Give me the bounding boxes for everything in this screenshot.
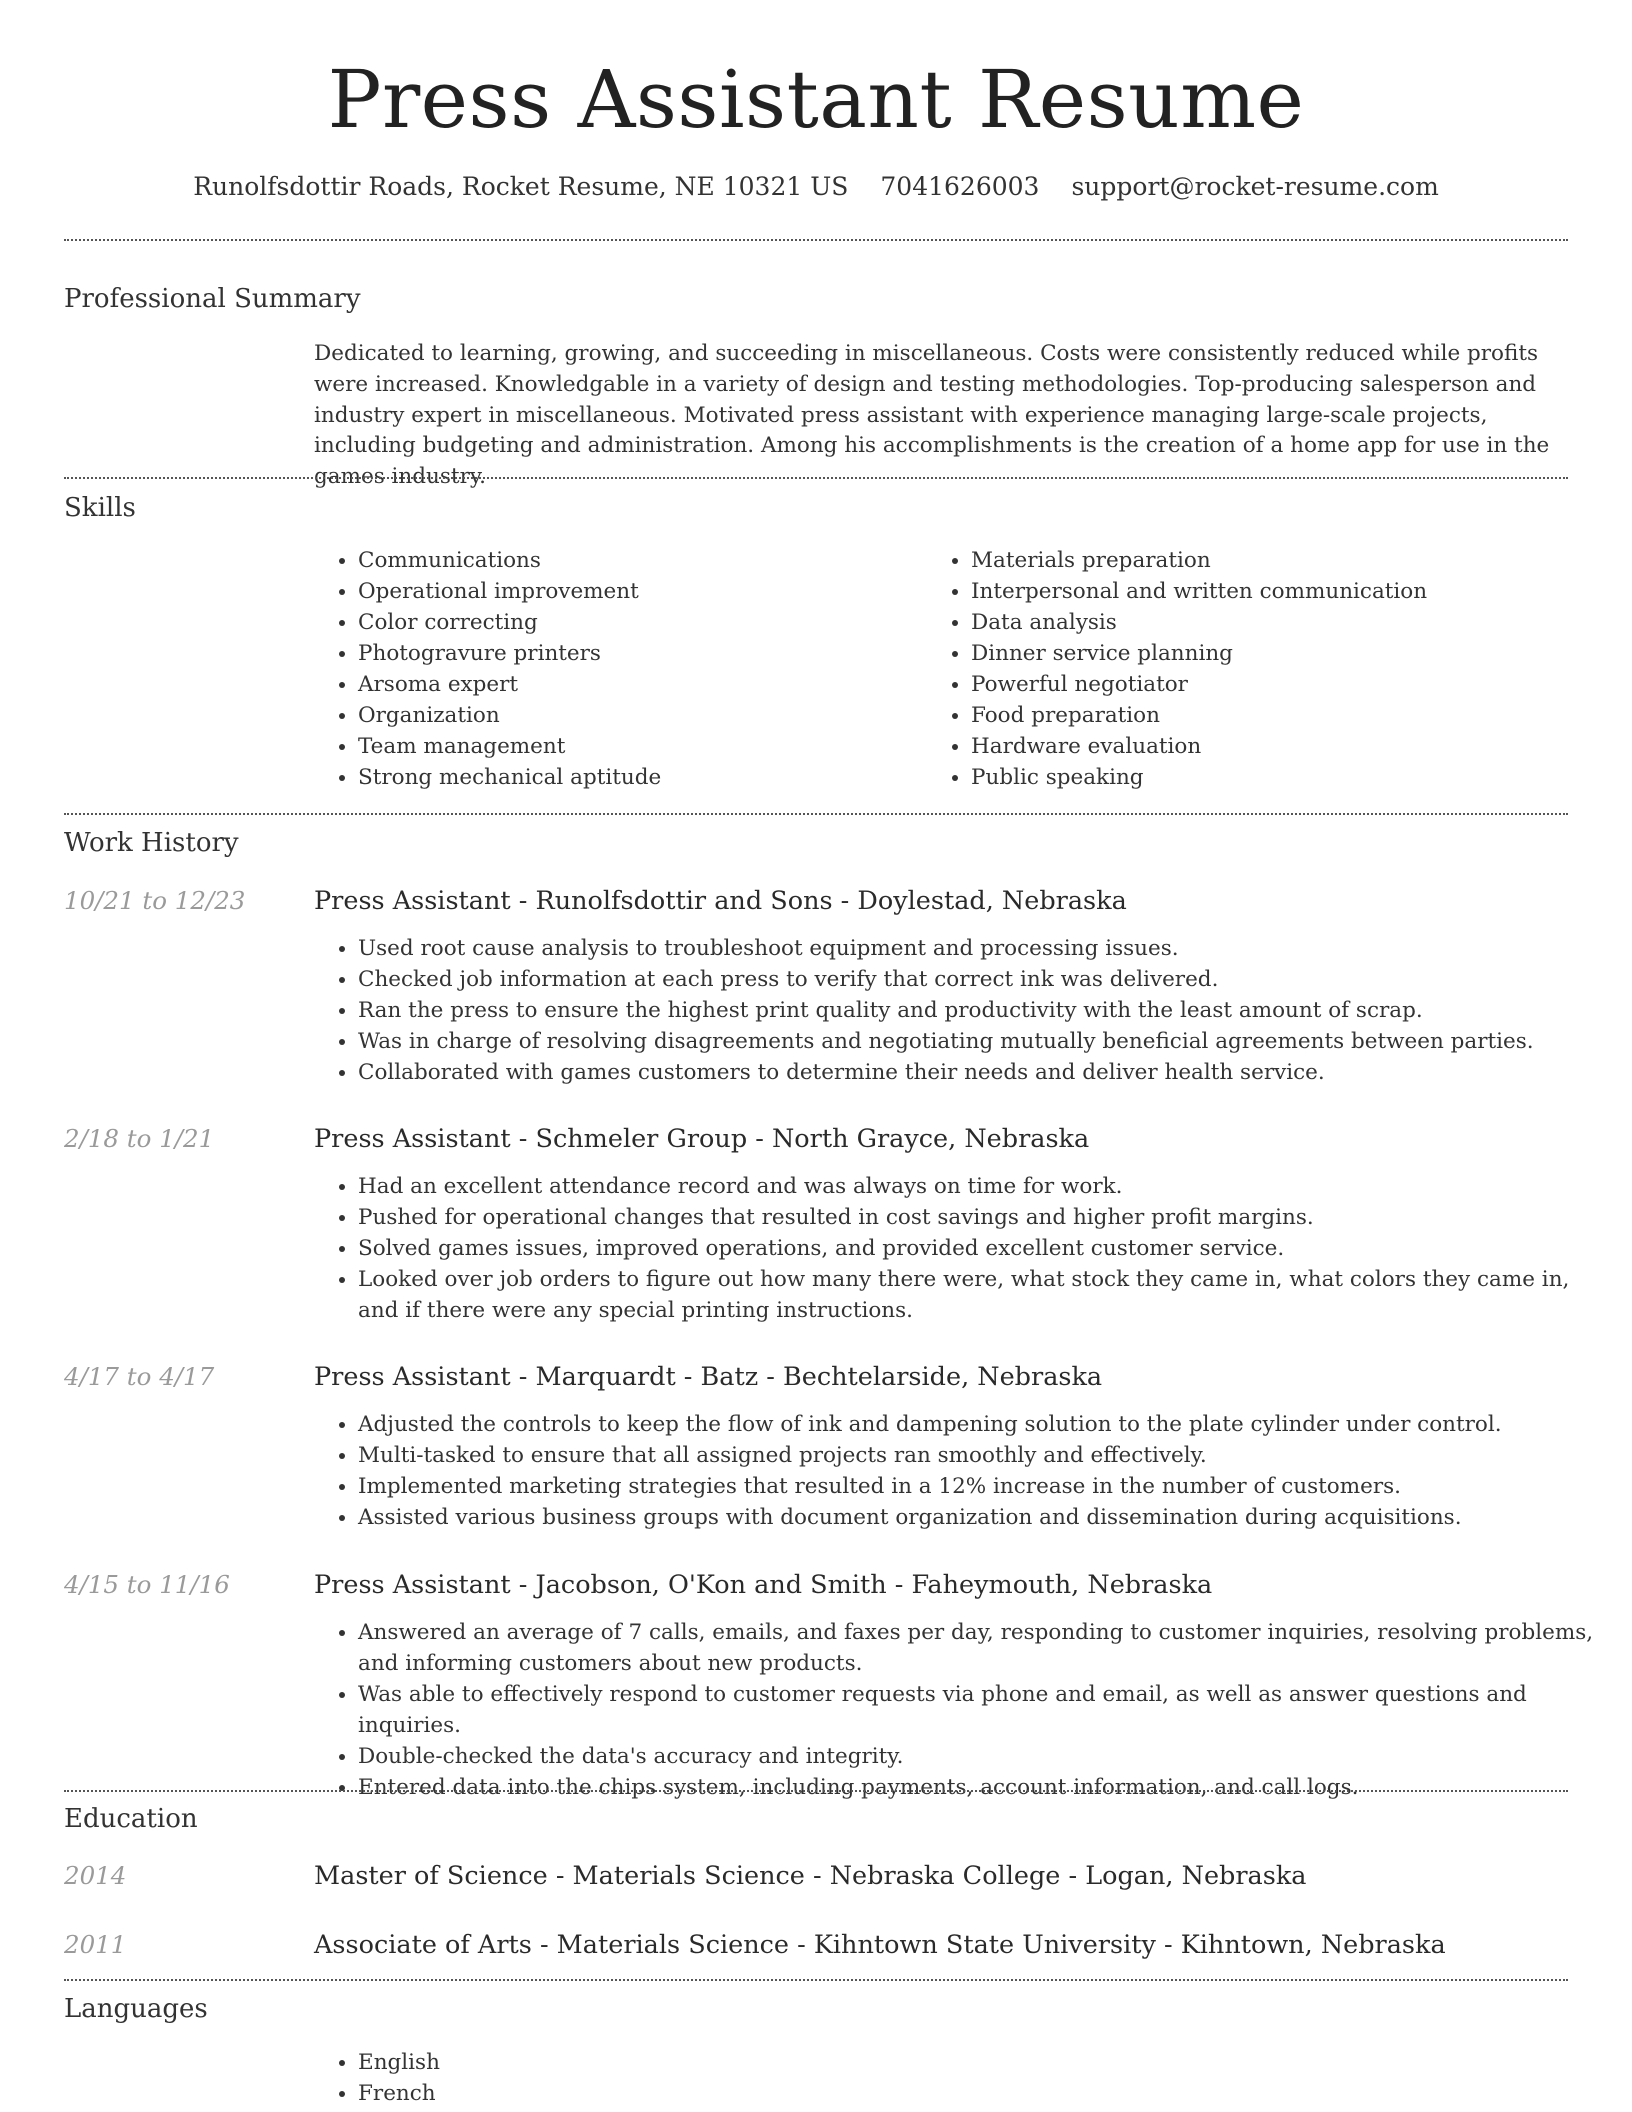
job-bullet: • Checked job information at each press to verify that correct ink was delivered. xyxy=(358,964,1612,995)
skill-item: • Public speaking xyxy=(971,762,1591,793)
section-divider xyxy=(64,813,1568,815)
education-year: 2014 xyxy=(64,1861,127,1890)
skills-heading: Skills xyxy=(64,493,136,523)
skill-item: • Operational improvement xyxy=(358,576,918,607)
education-heading: Education xyxy=(64,1804,198,1834)
contact-address: Runolfsdottir Roads, Rocket Resume, NE 10321 US xyxy=(193,172,849,201)
skill-item: • Materials preparation xyxy=(971,545,1591,576)
job-bullet: • Was in charge of resolving disagreements and negotiating mutually beneficial agreements between parties. xyxy=(358,1026,1612,1057)
section-divider xyxy=(64,1979,1568,1981)
job-bullets xyxy=(314,1171,1612,1326)
job-bullet: • Looked over job orders to figure out how many there were, what stock they came in, what colors they came in, and if there were any special printing instructions. xyxy=(358,1264,1612,1326)
languages-list xyxy=(314,2047,958,2109)
section-divider xyxy=(64,477,1568,479)
job-dates: 2/18 to 1/21 xyxy=(64,1124,215,1153)
skill-item: • Arsoma expert xyxy=(358,669,918,700)
languages-heading: Languages xyxy=(64,1994,208,2024)
job-bullets xyxy=(314,1617,1612,1803)
job-bullet: • Multi-tasked to ensure that all assigned projects ran smoothly and effectively. xyxy=(358,1440,1612,1471)
education-degree: Master of Science - Materials Science - Nebraska College - Logan, Nebraska xyxy=(314,1861,1307,1891)
job-bullet: • Had an excellent attendance record and was always on time for work. xyxy=(358,1171,1612,1202)
skill-item: • Data analysis xyxy=(971,607,1591,638)
language-item: • English xyxy=(358,2047,958,2078)
job-bullet: • Answered an average of 7 calls, emails, and faxes per day, responding to customer inquiries, resolving problems, and informing customers about new products. xyxy=(358,1617,1612,1679)
job-bullet: • Collaborated with games customers to determine their needs and deliver health service. xyxy=(358,1057,1612,1088)
job-title: Press Assistant - Marquardt - Batz - Bechtelarside, Nebraska xyxy=(314,1362,1103,1392)
job-title: Press Assistant - Jacobson, O'Kon and Smith - Faheymouth, Nebraska xyxy=(314,1570,1213,1600)
skill-item: • Photogravure printers xyxy=(358,638,918,669)
section-divider xyxy=(64,1790,1568,1792)
skills-list-right xyxy=(927,545,1591,793)
skill-item: • Powerful negotiator xyxy=(971,669,1591,700)
skill-item: • Food preparation xyxy=(971,700,1591,731)
skills-list-left xyxy=(314,545,918,793)
job-dates: 4/15 to 11/16 xyxy=(64,1570,230,1599)
job-title: Press Assistant - Runolfsdottir and Sons - Doylestad, Nebraska xyxy=(314,886,1127,916)
job-bullet: • Entered data into the chips system, including payments, account information, and call logs. xyxy=(358,1772,1612,1803)
skill-item: • Strong mechanical aptitude xyxy=(358,762,918,793)
job-bullet: • Pushed for operational changes that resulted in cost savings and higher profit margins. xyxy=(358,1202,1612,1233)
job-bullet: • Adjusted the controls to keep the flow of ink and dampening solution to the plate cylinder under control. xyxy=(358,1409,1612,1440)
job-dates: 10/21 to 12/23 xyxy=(64,886,246,915)
job-bullet: • Implemented marketing strategies that resulted in a 12% increase in the number of customers. xyxy=(358,1471,1612,1502)
job-bullet: • Solved games issues, improved operations, and provided excellent customer service. xyxy=(358,1233,1612,1264)
skill-item: • Team management xyxy=(358,731,918,762)
job-bullet: • Used root cause analysis to troubleshoot equipment and processing issues. xyxy=(358,933,1612,964)
education-year: 2011 xyxy=(64,1930,127,1959)
contact-phone: 7041626003 xyxy=(880,172,1040,201)
work-heading: Work History xyxy=(64,828,239,858)
summary-text: Dedicated to learning, growing, and succeeding in miscellaneous. Costs were consistently reduced while profits were increased. Knowledgable in a variety of design and testing methodologies. Top-producing salesperson and industry expert in miscellaneous. Motivated press assistant with experience managing large-scale projects, including budgeting and administration. Among his accomplishments is the creation of a home app for use in the games industry. xyxy=(314,341,1550,490)
job-bullet: • Assisted various business groups with document organization and dissemination during acquisitions. xyxy=(358,1502,1612,1533)
job-bullet: • Was able to effectively respond to customer requests via phone and email, as well as answer questions and inquiries. xyxy=(358,1679,1612,1741)
skill-item: • Color correcting xyxy=(358,607,918,638)
skill-item: • Interpersonal and written communication xyxy=(971,576,1591,607)
job-title: Press Assistant - Schmeler Group - North Grayce, Nebraska xyxy=(314,1124,1090,1154)
skill-item: • Organization xyxy=(358,700,918,731)
skill-item: • Communications xyxy=(358,545,918,576)
job-dates: 4/17 to 4/17 xyxy=(64,1362,215,1391)
education-degree: Associate of Arts - Materials Science - Kihntown State University - Kihntown, Nebraska xyxy=(314,1930,1446,1960)
section-divider xyxy=(64,239,1568,241)
job-bullet: • Double-checked the data's accuracy and integrity. xyxy=(358,1741,1612,1772)
job-bullets xyxy=(314,933,1612,1088)
contact-email[interactable]: support@rocket-resume.com xyxy=(1071,172,1439,201)
job-bullet: • Ran the press to ensure the highest print quality and productivity with the least amount of scrap. xyxy=(358,995,1612,1026)
skill-item: • Dinner service planning xyxy=(971,638,1591,669)
skill-item: • Hardware evaluation xyxy=(971,731,1591,762)
contact-line xyxy=(0,170,1632,204)
summary-heading: Professional Summary xyxy=(64,284,361,314)
page-title: Press Assistant Resume xyxy=(327,53,1305,146)
job-bullets xyxy=(314,1409,1612,1533)
language-item: • French xyxy=(358,2078,958,2109)
